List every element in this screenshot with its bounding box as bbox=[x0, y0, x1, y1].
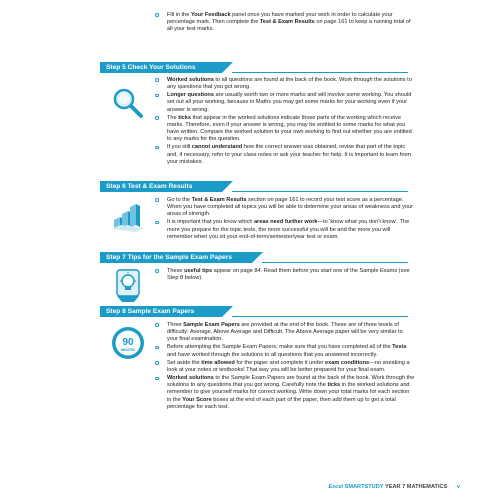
step5-bullet-3: The ticks that appear in the worked solutions indicate those parts of the working which receive marks. Therefore, even if your answer is wrong, you may be entitled to some marks for what you have written. Compare the worked solution to your own working to find out whether you are entitled to any marks for the question. bbox=[153, 115, 415, 143]
lightbulb-icon bbox=[110, 268, 146, 304]
step5-divider bbox=[232, 72, 408, 73]
step6-divider bbox=[232, 191, 408, 192]
intro-section bbox=[153, 12, 415, 34]
bullet-icon bbox=[155, 78, 159, 82]
clock-icon bbox=[110, 325, 146, 361]
step7-header: Step 7 Tips for the Sample Exam Papers bbox=[100, 252, 252, 263]
step8-header: Step 8 Sample Exam Papers bbox=[100, 306, 222, 317]
bullet-icon bbox=[155, 377, 159, 381]
step5-bullet-4: If you still cannot understand how the correct answer was obtained, revise that part of the topic and, if necessary, refer to your class notes or ask your teacher for help. It is important to learn from your mistakes. bbox=[153, 144, 415, 165]
step8-bullet-4: Worked solutions to the Sample Exam Papers are found at the back of the book. Work through the solutions to any questions that you got wrong. Carefully note the ticks in the worked solutions and remember to give yourself marks for correct working. Write down your total marks for each section in the Your Score boxes at the end of each part of the paper, then add them up to get a total percentage for each test. bbox=[153, 375, 415, 410]
step5-section bbox=[153, 77, 415, 167]
step6-header: Step 6 Test & Exam Results bbox=[100, 181, 222, 192]
step6-bullet-2: It is important that you know which areas need further work—to 'know what you don't know'. The more you prepare for the topic tests, the more successful you will be and the more you will remember when you sit your end-of-term/semester/year test or exam. bbox=[153, 219, 415, 240]
bullet-icon bbox=[155, 221, 159, 225]
bullet-icon bbox=[155, 146, 159, 150]
step6-bullet-1: Go to the Test & Exam Results section on page 161 to record your test score as a percentage. When you have completed all topics you will be able to determine your areas of weakness and your areas of strength. bbox=[153, 197, 415, 218]
clock-minutes-value: 90 bbox=[122, 337, 134, 348]
step5-bullet-2: Longer questions are usually worth two or more marks and will involve some working. You should set out all your working, because in Maths you may get some marks for your working even if your answer is wrong. bbox=[153, 92, 415, 113]
step6-section bbox=[153, 197, 415, 242]
step8-bullet-1: Three Sample Exam Papers are provided at the end of the book. These are of three levels of difficulty: Average, Above Average and Difficult. The Above Average paper will be very similar to your final examination. bbox=[153, 322, 415, 343]
bullet-icon bbox=[155, 116, 159, 120]
step8-bullet-3: Set aside the time allowed for the paper and complete it under exam conditions—no sneaking a look at your notes or textbooks! That way you will be better prepared for your final exam. bbox=[153, 360, 415, 374]
step5-header: Step 5 Check Your Solutions bbox=[100, 62, 222, 73]
footer-brand-series: SMARTSTUDY bbox=[344, 484, 384, 490]
intro-bullet: Fill in the Your Feedback panel once you have marked your work in order to calculate your percentage mark. Then complete the Test & Exam Results on page 161 to keep a running total of all your test marks. bbox=[153, 12, 415, 33]
step8-divider bbox=[232, 316, 408, 317]
step5-bullet-1: Worked solutions to all questions are found at the back of the book. Work through the solutions to any questions that you got wrong. bbox=[153, 77, 415, 91]
step7-section bbox=[153, 268, 415, 283]
bullet-icon bbox=[155, 361, 159, 365]
bar-chart-icon bbox=[110, 198, 146, 234]
clock-minutes-label: MINUTES bbox=[120, 348, 136, 352]
step7-bullet-1: These useful tips appear on page 84. Read them before you start one of the Sample Exams (see Step 8 below). bbox=[153, 268, 415, 282]
bullet-icon bbox=[155, 269, 159, 273]
bullet-icon bbox=[155, 323, 159, 327]
footer-book-title: YEAR 7 MATHEMATICS bbox=[385, 484, 448, 490]
step8-bullet-2: Before attempting the Sample Exam Papers, make sure that you have completed all of the Tests and have worked through the solutions to all questions that you answered incorrectly. bbox=[153, 344, 415, 358]
bullet-icon bbox=[155, 346, 159, 350]
page-footer bbox=[250, 482, 460, 492]
bullet-icon bbox=[155, 13, 159, 17]
step8-section bbox=[153, 322, 415, 412]
bullet-icon bbox=[155, 94, 159, 98]
page-number: v bbox=[456, 484, 460, 490]
magnifier-icon bbox=[110, 85, 146, 121]
footer-brand: Excel bbox=[328, 484, 344, 490]
bullet-icon bbox=[155, 198, 159, 202]
step7-divider bbox=[262, 262, 408, 263]
